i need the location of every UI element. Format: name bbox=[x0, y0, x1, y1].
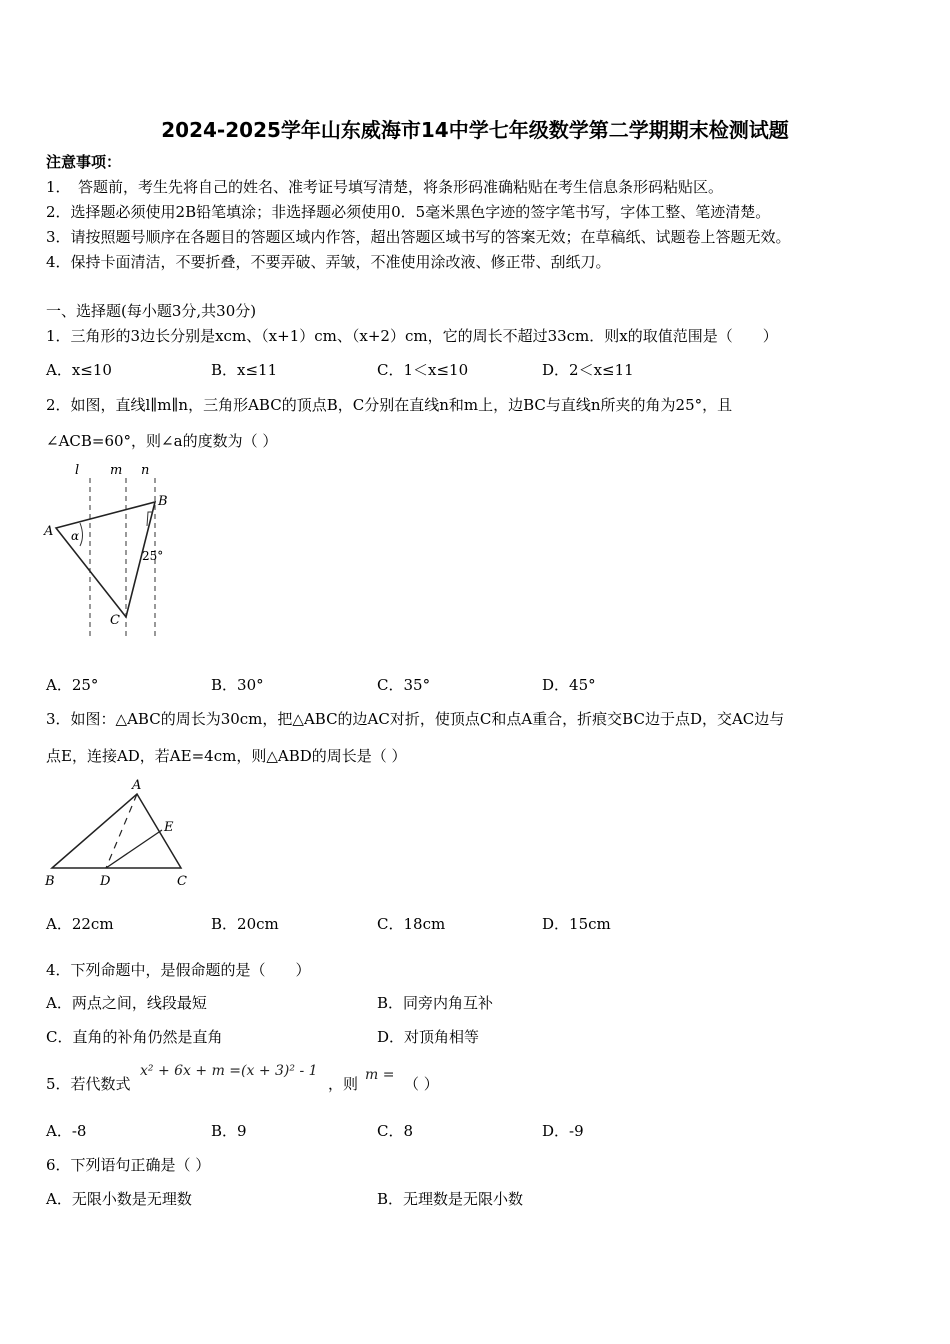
notice-item-2: 2．选择题必须使用2B铅笔填涂；非选择题必须使用0．5毫米黑色字迹的签字笔书写，字体工整、笔迹清楚。 bbox=[46, 203, 771, 221]
q5-option-d: D．-9 bbox=[542, 1122, 584, 1140]
question-3-stem-line1: 3．如图：△ABC的周长为30cm，把△ABC的边AC对折，使顶点C和点A重合，折痕交BC边于点D，交AC边与 bbox=[46, 710, 785, 728]
q2-option-d: D．45° bbox=[542, 676, 596, 694]
question-6-stem: 6．下列语句正确是（ ） bbox=[46, 1156, 211, 1174]
q2-figure bbox=[40, 460, 180, 645]
q5-option-c: C．8 bbox=[377, 1122, 414, 1140]
label-b: B bbox=[158, 494, 168, 509]
q4-option-c: C．直角的补角仍然是直角 bbox=[46, 1028, 223, 1046]
q5-option-b: B．9 bbox=[211, 1122, 247, 1140]
q4-option-b: B．同旁内角互补 bbox=[377, 994, 494, 1012]
q3-option-a: A．22cm bbox=[46, 915, 114, 933]
question-5-suffix: （ ） bbox=[404, 1075, 439, 1093]
page-title: 2024-2025学年山东威海市14中学七年级数学第二学期期末检测试题 bbox=[161, 118, 789, 142]
label-a: A bbox=[44, 524, 54, 539]
label-d: D bbox=[100, 874, 111, 889]
question-3-stem-line2: 点E，连接AD，若AE=4cm，则△ABD的周长是（ ） bbox=[46, 747, 407, 765]
notice-item-3: 3．请按照题号顺序在各题目的答题区域内作答，超出答题区域书写的答案无效；在草稿纸、试题卷上答题无效。 bbox=[46, 228, 791, 246]
label-b: B bbox=[45, 874, 55, 889]
q3-option-c: C．18cm bbox=[377, 915, 446, 933]
question-5-middle: ，则 bbox=[328, 1075, 359, 1093]
q3-option-d: D．15cm bbox=[542, 915, 611, 933]
angle-alpha-arc bbox=[80, 523, 83, 546]
label-m: m bbox=[110, 463, 123, 478]
question-2-stem-line2: ∠ACB=60°，则∠a的度数为（ ） bbox=[46, 432, 278, 450]
q5-option-a: A．-8 bbox=[46, 1122, 87, 1140]
notice-heading: 注意事项： bbox=[46, 153, 122, 171]
q3-option-b: B．20cm bbox=[211, 915, 279, 933]
notice-item-1: 1． 答题前，考生先将自己的姓名、准考证号填写清楚，将条形码准确粘贴在考生信息条形码粘贴区。 bbox=[46, 178, 724, 196]
q2-option-b: B．30° bbox=[211, 676, 264, 694]
question-5-prefix: 5．若代数式 bbox=[46, 1075, 131, 1093]
q5-formula-m: m = bbox=[365, 1067, 395, 1083]
q2-option-c: C．35° bbox=[377, 676, 431, 694]
label-n: n bbox=[141, 463, 150, 478]
q1-option-b: B．x≤11 bbox=[211, 361, 278, 379]
label-25-degrees: 25° bbox=[142, 549, 164, 563]
label-l: l bbox=[75, 463, 80, 478]
q3-figure bbox=[40, 775, 195, 890]
q2-option-a: A．25° bbox=[46, 676, 99, 694]
notice-item-4: 4．保持卡面清洁，不要折叠，不要弄破、弄皱，不准使用涂改液、修正带、刮纸刀。 bbox=[46, 253, 611, 271]
q4-option-d: D．对顶角相等 bbox=[377, 1028, 480, 1046]
q1-option-d: D．2＜x≤11 bbox=[542, 361, 634, 379]
q1-option-c: C．1＜x≤10 bbox=[377, 361, 469, 379]
q5-formula: x² + 6x + m =(x + 3)² - 1 bbox=[140, 1063, 318, 1079]
q6-option-b: B．无理数是无限小数 bbox=[377, 1190, 524, 1208]
q1-option-a: A．x≤10 bbox=[46, 361, 112, 379]
section-heading: 一、选择题(每小题3分,共30分) bbox=[46, 302, 257, 320]
question-2-stem-line1: 2．如图，直线l∥m∥n，三角形ABC的顶点B，C分别在直线n和m上，边BC与直线n所夹的角为25°，且 bbox=[46, 396, 733, 414]
q4-option-a: A．两点之间，线段最短 bbox=[46, 994, 207, 1012]
question-1-stem: 1．三角形的3边长分别是xcm、（x+1）cm、（x+2）cm，它的周长不超过33cm．则x的取值范围是（ ） bbox=[46, 327, 778, 345]
label-a: A bbox=[132, 778, 142, 793]
question-4-stem: 4．下列命题中，是假命题的是（ ） bbox=[46, 961, 311, 979]
label-e: E bbox=[164, 820, 174, 835]
q6-option-a: A．无限小数是无理数 bbox=[46, 1190, 192, 1208]
label-c: C bbox=[110, 613, 120, 628]
label-c: C bbox=[177, 874, 187, 889]
fold-line-de bbox=[106, 830, 162, 868]
triangle-abc bbox=[56, 502, 155, 617]
label-alpha: α bbox=[71, 529, 80, 543]
